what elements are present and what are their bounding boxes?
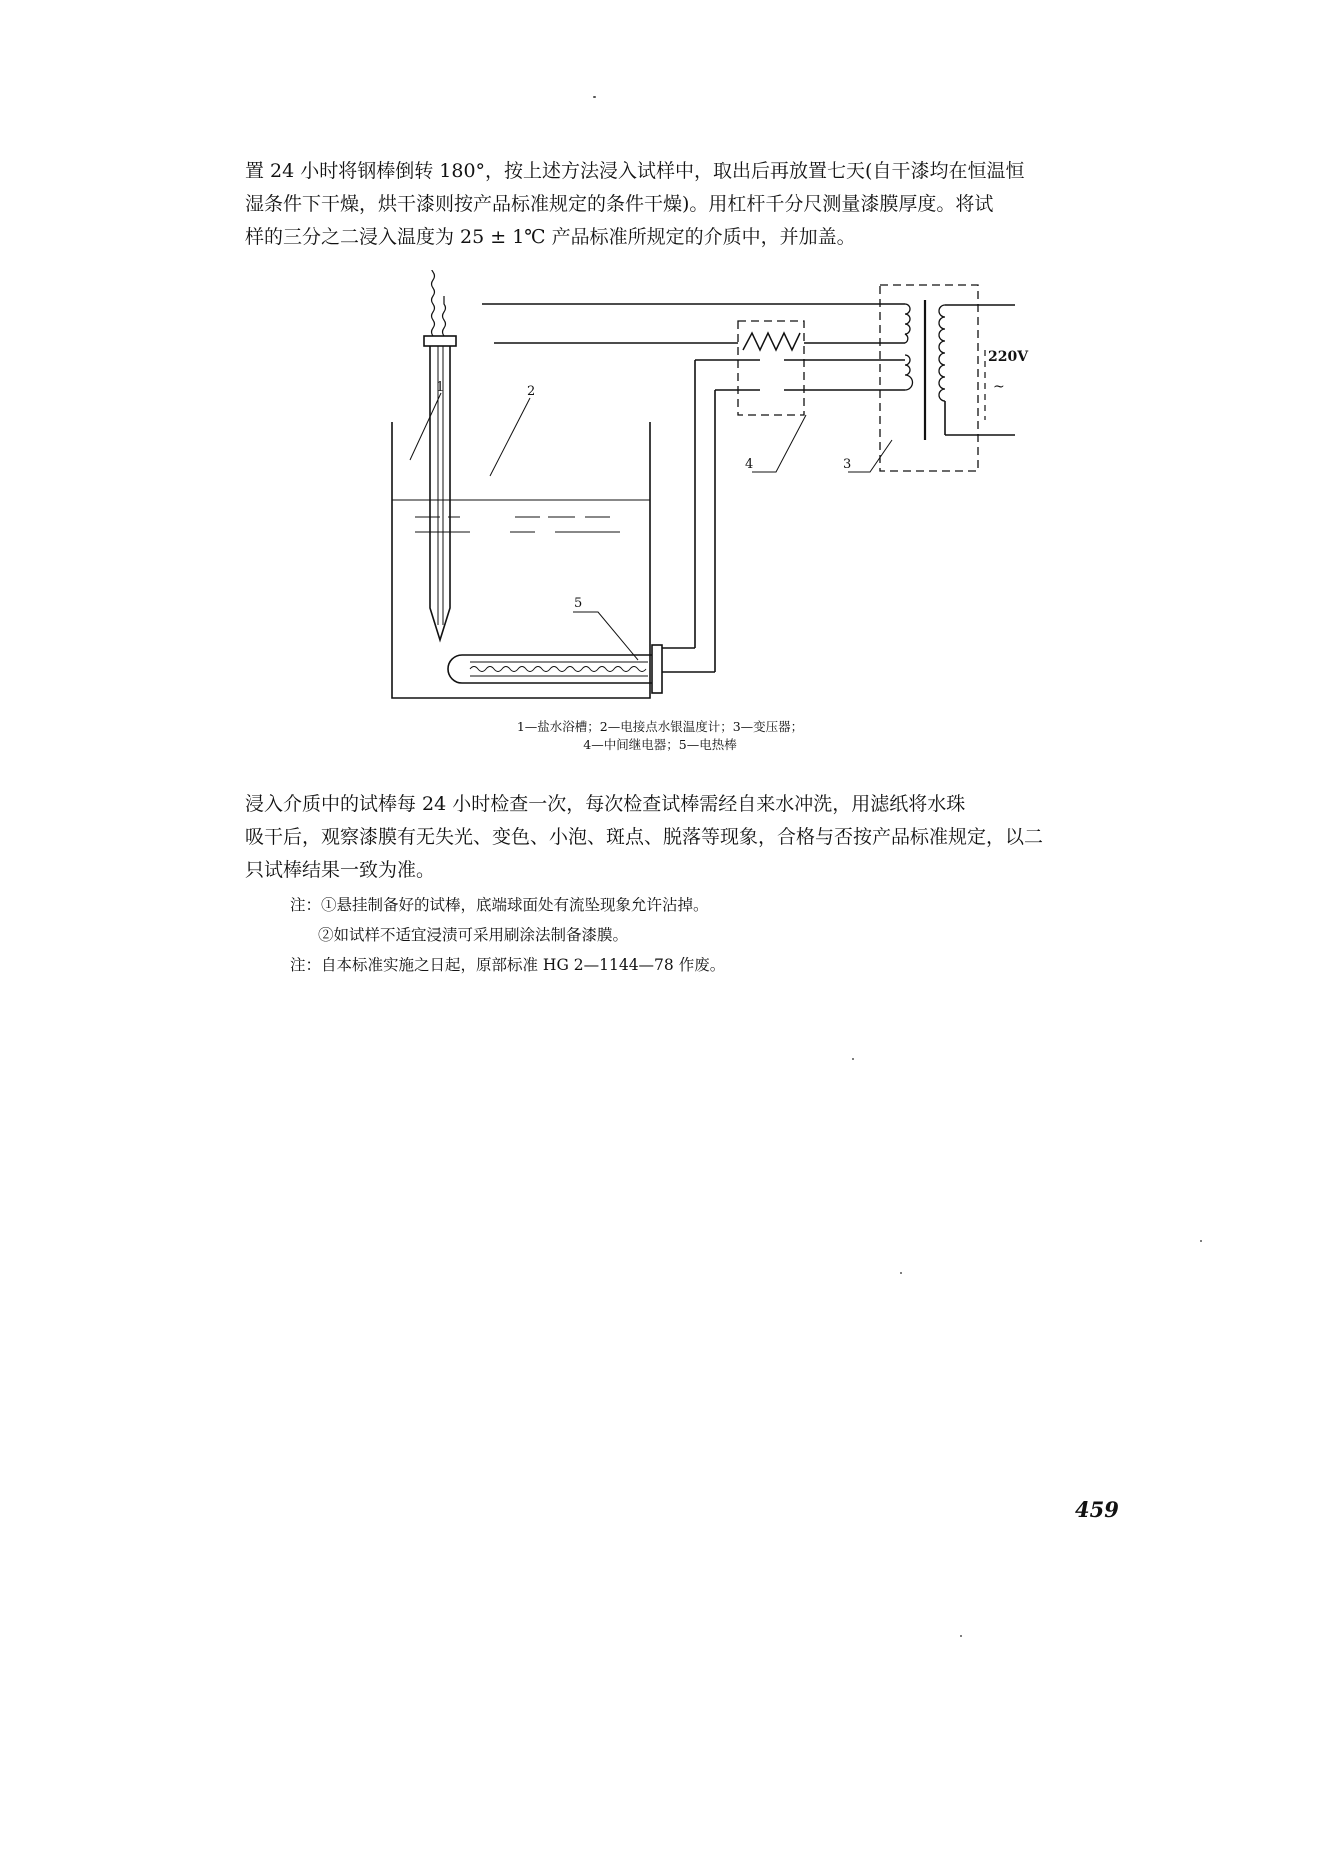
note-1: 注：①悬挂制备好的试棒，底端球面处有流坠现象允许沾掉。 (290, 896, 709, 914)
label-5: 5 (574, 596, 583, 611)
page-number: 459 (1075, 1497, 1119, 1522)
label-2: 2 (527, 384, 536, 399)
paragraph-2-line-3: 只试棒结果一致为准。 (245, 859, 436, 881)
paragraph-2-line-2: 吸干后，观察漆膜有无失光、变色、小泡、斑点、脱落等现象，合格与否按产品标准规定，以二 (245, 826, 1044, 848)
scan-speck (852, 1058, 854, 1060)
paragraph-1-line-3: 样的三分之二浸入温度为 25 ± 1℃ 产品标准所规定的介质中，并加盖。 (245, 226, 856, 248)
paragraph-2-line-1: 浸入介质中的试棒每 24 小时检查一次，每次检查试棒需经自来水冲洗，用滤纸将水珠 (245, 793, 966, 815)
figure-caption-line-1: 1—盐水浴槽；2—电接点水银温度计；3—变压器； (516, 719, 804, 734)
scan-speck (960, 1635, 962, 1637)
paragraph-1-line-2: 湿条件下干燥，烘干漆则按产品标准规定的条件干燥)。用杠杆千分尺测量漆膜厚度。将试 (245, 193, 994, 215)
scan-speck (1200, 1240, 1202, 1242)
voltage-label: 220V (988, 349, 1029, 365)
paragraph-2 (245, 788, 1165, 887)
ac-symbol: ~ (993, 379, 1005, 395)
paragraph-1-line-1: 置 24 小时将钢棒倒转 180°，按上述方法浸入试样中，取出后再放置七天(自干漆均在恒温恒 (245, 160, 1025, 182)
scan-speck (900, 1272, 902, 1274)
label-3: 3 (843, 457, 852, 472)
note-2: ②如试样不适宜浸渍可采用刷涂法制备漆膜。 (318, 926, 629, 944)
figure-caption-line-2: 4—中间继电器；5—电热棒 (583, 737, 737, 752)
label-1: 1 (436, 380, 445, 395)
label-4: 4 (745, 457, 754, 472)
note-3: 注：自本标准实施之日起，原部标准 HG 2—1144—78 作废。 (290, 956, 726, 974)
diagram-labels (0, 0, 1318, 800)
